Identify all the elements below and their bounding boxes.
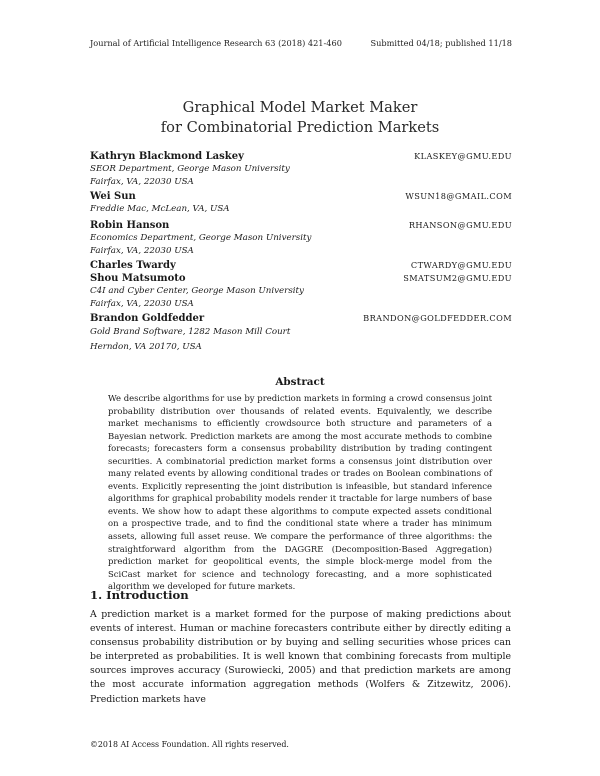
author-email[interactable]: KLASKEY@GMU.EDU [414,151,512,161]
title-line-2: for Combinatorial Prediction Markets [160,119,440,136]
author-address: Herndon, VA 20170, USA [90,342,202,352]
author-block [90,312,512,355]
author-name: Charles Twardy [90,260,176,271]
section-heading: 1. Introduction [90,588,189,602]
copyright-footer: ©2018 AI Access Foundation. All rights reserved. [90,740,289,749]
author-name: Brandon Goldfedder [90,313,205,324]
abstract-heading: Abstract [275,376,325,388]
paper-title [0,98,600,138]
title-line-1: Graphical Model Market Maker [182,99,418,116]
author-affiliation: Gold Brand Software, 1282 Mason Mill Court [90,327,291,337]
author-affiliation: SEOR Department, George Mason University [90,164,290,174]
intro-paragraph: A prediction market is a market formed for the purpose of making predictions about events of interest. Human or machine forecasters contribute either by directly editing a consensus probability distribution or by buying and selling securities whose prices can be interpreted as probabilities. It is well known that combining forecasts from multiple sources improves accuracy (Surowiecki, 2005) and that prediction markets are among the most accurate information aggregation methods (Wolfers & Zitzewitz, 2006). Prediction markets have [90,609,511,705]
author-email[interactable]: WSUN18@GMAIL.COM [405,191,512,201]
journal-header: Journal of Artificial Intelligence Research 63 (2018) 421-460 [90,38,342,48]
abstract-text: We describe algorithms for use by prediction markets in forming a crowd consensus joint probability distribution over thousands of related events. Equivalently, we describe market mechanisms to efficiently crowdsource both structure and parameters of a Bayesian network. Prediction markets are among the most accurate methods to combine forecasts; forecasters form a consensus probability distribution by trading contingent securities. A combinatorial prediction market forms a consensus joint distribution over many related events by allowing conditional trades or trades on Boolean combinations of events. Explicitly representing the joint distribution is infeasible, but standard inference algorithms for graphical probability models render it tractable for large numbers of base events. We show how to adapt these algorithms to compute expected assets conditional on a prospective trade, and to find the conditional state where a trader has minimum assets, allowing full asset reuse. We compare the performance of three algorithms: the straightforward algorithm from the DAGGRE (Decomposition-Based Aggregation) prediction market for geopolitical events, the simple block-merge model from the SciCast market for science and technology forecasting, and a more sophisticated algorithm we developed for future markets. [108,393,492,592]
author-block [90,219,512,257]
author-email[interactable]: SMATSUM2@GMU.EDU [403,273,512,283]
author-name: Robin Hanson [90,220,170,231]
author-block [90,190,512,216]
author-block [90,259,512,272]
author-affiliation: C4I and Cyber Center, George Mason University [90,286,304,296]
submission-dates: Submitted 04/18; published 11/18 [370,38,512,48]
author-address: Fairfax, VA, 22030 USA [90,176,194,187]
author-block [90,272,512,310]
author-email[interactable]: BRANDON@GOLDFEDDER.COM [363,313,512,323]
author-block [90,150,512,188]
author-affiliation: Freddie Mac, McLean, VA, USA [90,204,230,214]
author-email[interactable]: CTWARDY@GMU.EDU [410,260,512,270]
author-name: Wei Sun [90,191,136,202]
author-email[interactable]: RHANSON@GMU.EDU [408,220,512,230]
author-name: Shou Matsumoto [90,273,186,284]
author-address: Fairfax, VA, 22030 USA [90,245,194,256]
author-name: Kathryn Blackmond Laskey [90,151,244,162]
author-address: Fairfax, VA, 22030 USA [90,298,194,309]
author-affiliation: Economics Department, George Mason University [90,233,312,243]
